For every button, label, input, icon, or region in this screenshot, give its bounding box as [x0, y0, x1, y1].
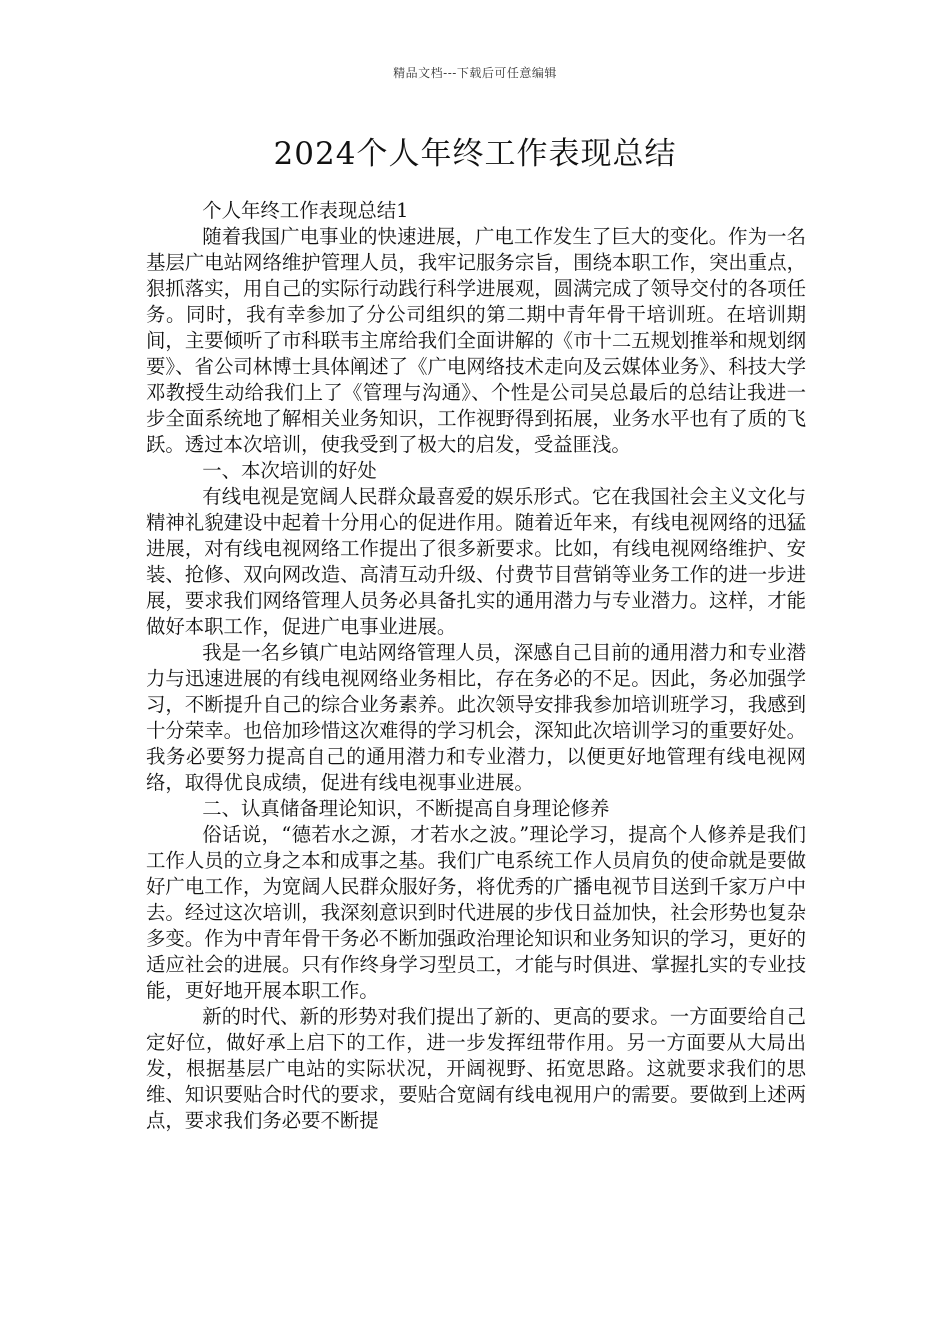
body-paragraph: 有线电视是宽阔人民群众最喜爱的娱乐形式。它在我国社会主义文化与精神礼貌建设中起着十分用心的促进作用。随着近年来，有线电视网络的迅猛进展，对有线电视网络工作提出了很多新要求。比如，有线电视网络维护、安装、抢修、双向网改造、高清互动升级、付费节目营销等业务工作的进一步进展，要求我们网络管理人员务必具备扎实的通用潜力与专业潜力。这样，才能做好本职工作，促进广电事业进展。 [146, 485, 806, 638]
body-paragraph: 随着我国广电事业的快速进展，广电工作发生了巨大的变化。作为一名基层广电站网络维护管理人员，我牢记服务宗旨，围绕本职工作，突出重点，狠抓落实，用自己的实际行动践行科学进展观，圆满完成了领导交付的各项任务。同时，我有幸参加了分公司组织的第二期中青年骨干培训班。在培训期间，主要倾听了市科联韦主席给我们全面讲解的《市十二五规划推举和规划纲要》、省公司林博士具体阐述了《广电网络技术走向及云媒体业务》、科技大学邓教授生动给我们上了《管理与沟通》、个性是公司吴总最后的总结让我进一步全面系统地了解相关业务知识，工作视野得到拓展，业务水平也有了质的飞跃。透过本次培训，使我受到了极大的启发，受益匪浅。 [146, 225, 806, 456]
body-paragraph: 俗话说，“德若水之源，才若水之波。”理论学习，提高个人修养是我们工作人员的立身之本和成事之基。我们广电系统工作人员肩负的使命就是要做好广电工作，为宽阔人民群众服好务，将优秀的广播电视节目送到千家万户中去。经过这次培训，我深刻意识到时代进展的步伐日益加快，社会形势也复杂多变。作为中青年骨干务必不断加强政治理论知识和业务知识的学习，更好的适应社会的进展。只有作终身学习型员工，才能与时俱进、掌握扎实的专业技能，更好地开展本职工作。 [146, 823, 806, 1002]
header-note: 精品文档---下载后可任意编辑 [393, 66, 557, 80]
section-heading: 一、本次培训的好处 [202, 459, 377, 482]
section-heading: 个人年终工作表现总结1 [202, 199, 409, 222]
body-paragraph: 我是一名乡镇广电站网络管理人员，深感自己目前的通用潜力和专业潜力与迅速进展的有线电视网络业务相比，存在务必的不足。因此，务必加强学习，不断提升自己的综合业务素养。此次领导安排我参加培训班学习，我感到十分荣幸。也倍加珍惜这次难得的学习机会，深知此次培训学习的重要好处。我务必要努力提高自己的通用潜力和专业潜力，以便更好地管理有线电视网络，取得优良成绩，促进有线电视事业进展。 [146, 641, 806, 794]
section-heading: 二、认真储备理论知识，不断提高自身理论修养 [202, 797, 610, 820]
document-title: 2024个人年终工作表现总结 [273, 136, 677, 172]
document-body [146, 198, 806, 1134]
body-paragraph: 新的时代、新的形势对我们提出了新的、更高的要求。一方面要给自己定好位，做好承上启下的工作，进一步发挥纽带作用。另一方面要从大局出发，根据基层广电站的实际状况，开阔视野、拓宽思路。这就要求我们的思维、知识要贴合时代的要求，要贴合宽阔有线电视用户的需要。要做到上述两点，要求我们务必要不断提 [146, 1005, 806, 1132]
